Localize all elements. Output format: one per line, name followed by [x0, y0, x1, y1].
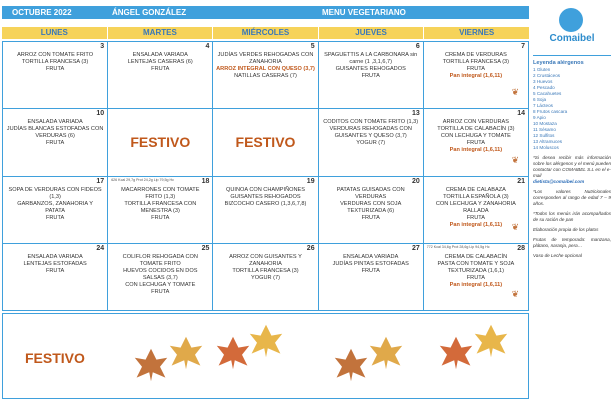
menu-item: MENESTRA (3): [140, 207, 180, 214]
menu-item: FRUTA: [361, 267, 380, 274]
menu-item: FRUTA: [361, 214, 380, 221]
menu-item: JUDÍAS VERDES REHOGADAS CON: [217, 52, 314, 58]
festivo-label: FESTIVO: [235, 133, 296, 150]
menu-item: VERDURAS REHOGADAS CON: [329, 126, 412, 133]
menu-item: Pan integral (1,6,11): [449, 221, 503, 228]
menu-item: TORTILLA FRANCESA CON: [124, 200, 197, 207]
menu-item: TEXTURIZADA (6): [347, 207, 395, 214]
author-name: ÁNGEL GONZÁLEZ: [112, 8, 187, 17]
day-cell: [213, 42, 318, 109]
note-text: Vaso de Leche opcional: [533, 253, 582, 258]
autumn-leaf-icon: [333, 346, 369, 384]
weekday-header: [2, 27, 529, 39]
menu-item: SOPA DE VERDURAS CON FIDEOS: [8, 186, 102, 193]
menu-item: ARROZ CON GUISANTES Y: [229, 253, 302, 260]
day-wednesday: MIÉRCOLES: [213, 27, 318, 39]
day-tuesday: MARTES: [108, 27, 213, 39]
menu-item: ZANAHORIA: [249, 260, 282, 267]
menu-item: LENTEJAS ESTOFADAS: [23, 260, 87, 267]
brand-badge-icon: [559, 8, 583, 32]
day-cell: [108, 244, 213, 311]
autumn-leaf-icon: [438, 334, 474, 372]
menu-item: GUISANTES REHOGADOS: [335, 66, 406, 72]
menu-item: CON LECHUGA Y ZANAHORIA: [435, 200, 516, 207]
day-number: 10: [96, 110, 105, 118]
menu-item: ZANAHORIA: [249, 59, 282, 65]
menu-item: FRUTA: [466, 214, 485, 221]
menu-item: FRUTA: [361, 73, 380, 79]
menu-item: TORTILLA FRANCESA (3): [442, 59, 510, 65]
allergen-item: 4 Pescado: [533, 85, 555, 90]
menu-item: JUDÍAS BLANCAS ESTOFADAS CON: [6, 126, 104, 133]
note-text: Elaboración propia de los platos: [533, 227, 599, 232]
day-cell: [424, 177, 529, 244]
menu-item: CREMA DE CALABACÍN: [444, 253, 508, 260]
autumn-leaf-icon: [168, 334, 204, 372]
allergen-item: 7 Lácteos: [533, 103, 553, 108]
day-number: 6: [415, 43, 420, 50]
legend-title: Leyenda alérgenos: [533, 60, 584, 66]
menu-item: ARROZ CON VERDURAS: [442, 119, 509, 126]
menu-item: GARBANZOS, ZANAHORIA Y: [17, 200, 93, 207]
menu-item: ENSALADA VARIADA: [27, 119, 83, 126]
allergen-item: 8 Frutos cascara: [533, 109, 568, 114]
menu-item: TOMATE FRITO: [139, 260, 181, 267]
menu-item: FRUTA: [151, 66, 170, 72]
day-number: 3: [100, 43, 105, 50]
menu-item: Pan integral (1,6,11): [449, 147, 503, 154]
menu-item: TORTILLA FRANCESA (3): [21, 59, 89, 65]
festivo-label: FESTIVO: [25, 350, 85, 366]
day-cell: [108, 109, 213, 176]
menu-item: FRUTA: [466, 66, 485, 72]
menu-item: BIZCOCHO CASERO (1,3,6,7,8): [224, 200, 307, 207]
leaf-icon: ❦: [511, 289, 519, 299]
autumn-leaf-icon: [473, 322, 509, 360]
day-number: 26: [306, 244, 315, 252]
menu-item: COLIFLOR REHOGADA CON: [122, 253, 198, 260]
day-number: 17: [96, 177, 105, 185]
nutrition-info: 772 Kcal 34,6g Prot 28,6g Lip 94,5g Hc: [426, 244, 490, 249]
menu-item: CREMA DE CALABAZA: [445, 186, 506, 193]
note-text: *Todos los menús irán acompañados de su ración de pan: [533, 211, 611, 222]
day-monday: LUNES: [2, 27, 107, 39]
menu-item: RALLADA: [463, 207, 489, 214]
day-number: 20: [412, 177, 420, 185]
menu-item: TORTILLA ESPAÑOLA (3): [443, 193, 509, 200]
day-cell: [3, 109, 108, 176]
menu-item: TEXTURIZADA (1,6,1): [447, 267, 505, 274]
day-number: 24: [96, 244, 105, 252]
day-number: 18: [201, 177, 210, 185]
menu-item: GUISANTES Y QUESO (3,7): [334, 133, 407, 140]
menu-calendar-grid: [2, 41, 529, 311]
menu-item: VERDURAS CON SOJA: [340, 200, 402, 207]
menu-item: ENSALADA VARIADA: [343, 253, 399, 260]
note-text: *Si desea recibir más información sobre los alérgenos y el menú pueden contactar con COMAIBEL S.L en el e-mail: [533, 155, 611, 178]
menu-item: FRUTA: [45, 214, 65, 221]
day-number: 5: [310, 43, 315, 50]
menu-item: QUINOA CON CHAMPIÑONES: [226, 186, 305, 193]
allergen-item: 6 Soja: [533, 97, 547, 102]
menu-item: PATATA: [45, 207, 65, 214]
leaf-icon: ❦: [511, 221, 519, 232]
day-cell: [3, 177, 108, 244]
day-cell: [213, 109, 318, 176]
brand-name: Comaibel: [549, 33, 595, 44]
menu-item: SPAGUETTIS A LA CARBONARA sin: [324, 52, 418, 58]
menu-item: Pan integral (1,6,11): [449, 281, 503, 288]
day-number: 14: [517, 110, 525, 118]
day-cell: [108, 42, 213, 109]
menu-title: MENU VEGETARIANO: [322, 8, 406, 17]
day-number: 4: [205, 43, 210, 50]
day-cell: [3, 42, 108, 109]
leaf-icon: ❦: [511, 87, 519, 98]
menu-item: GUISANTES REHOGADOS: [230, 193, 301, 200]
allergen-list: [533, 67, 611, 151]
menu-item: TORTILLA DE CALABACÍN (3): [437, 126, 515, 133]
bottom-festivo-band: [2, 313, 529, 399]
autumn-leaf-icon: [248, 322, 284, 360]
month-title: OCTUBRE 2022: [12, 8, 72, 17]
allergen-item: 5 Cacahuetes: [533, 91, 562, 96]
day-friday: VIERNES: [424, 27, 529, 39]
menu-item: PASTA CON TOMATE Y SOJA: [437, 260, 515, 267]
day-cell: [319, 244, 424, 311]
menu-item: ARROZ INTEGRAL CON QUESO (3,7): [216, 66, 315, 72]
day-number: 21: [517, 177, 525, 185]
day-cell: [108, 177, 213, 244]
autumn-leaf-icon: [133, 346, 169, 384]
menu-item: FRUTA: [45, 267, 65, 274]
menu-item: LENTEJAS CASERAS (6): [127, 59, 193, 65]
menu-item: JUDÍAS PINTAS ESTOFADAS: [332, 260, 409, 267]
day-cell: [319, 42, 424, 109]
menu-item: FRUTA: [45, 140, 65, 147]
menu-item: NATILLAS CASERAS (7): [234, 73, 297, 79]
day-number: 7: [521, 43, 525, 50]
header-bar: [2, 6, 529, 19]
menu-item: FRUTA: [151, 288, 170, 295]
notes-list: [533, 155, 611, 259]
brand-logo: [533, 4, 611, 56]
allergen-item: 3 Huevos: [533, 79, 553, 84]
menu-item: CON LECHUGA Y TOMATE: [440, 133, 511, 140]
menu-item: YOGUR (7): [251, 274, 280, 281]
menu-item: VERDURAS: [355, 193, 387, 200]
nutrition-info: 626 Kcal 29,7g Prot 24,2g Lip 79,5g Hc: [111, 177, 174, 182]
menu-item: HUEVOS COCIDOS EN DOS: [123, 267, 198, 274]
sidebar-legend: [533, 4, 611, 404]
menu-item: SALSAS (3,7): [142, 274, 178, 281]
festivo-label: FESTIVO: [130, 133, 191, 150]
allergen-item: 13 Altramuces: [533, 139, 563, 144]
day-cell: [213, 244, 318, 311]
menu-item: CREMA DE VERDURAS: [444, 52, 507, 58]
allergen-item: 12 Sulfitos: [533, 133, 555, 138]
menu-item: TORTILLA FRANCESA (3): [232, 267, 299, 274]
menu-item: ENSALADA VARIADA: [27, 253, 83, 260]
menu-item: YOGUR (7): [356, 140, 386, 147]
day-number: 13: [412, 110, 420, 118]
day-number: 25: [201, 244, 210, 252]
menu-item: FRUTA: [466, 140, 485, 147]
autumn-leaf-icon: [368, 334, 404, 372]
allergen-item: 2 Crustáceos: [533, 73, 561, 78]
note-text: *Los valores Nutricionales corresponden al rango de edad 7 – 9 años.: [533, 189, 611, 206]
allergen-item: 11 Sésamo: [533, 127, 556, 132]
day-cell: [424, 244, 529, 311]
menu-item: CON LECHUGA Y TOMATE: [125, 281, 196, 288]
autumn-leaf-icon: [215, 334, 251, 372]
allergen-item: 14 Moluscos: [533, 145, 559, 150]
day-cell: [319, 177, 424, 244]
day-cell: [3, 244, 108, 311]
day-cell: [319, 109, 424, 176]
menu-item: (1,3): [49, 193, 61, 200]
leaf-icon: ❦: [511, 154, 519, 165]
menu-item: Pan integral (1,6,11): [449, 73, 503, 79]
note-text: Frutas de temporada: manzana, plátano, naranja, pera…: [533, 237, 611, 248]
day-cell: [424, 109, 529, 176]
day-number: 19: [306, 177, 315, 185]
day-cell: [213, 177, 318, 244]
allergen-item: 1 Gluten: [533, 67, 551, 72]
contact-email[interactable]: dietista@comaibel.com: [533, 179, 585, 184]
menu-item: VERDURAS (6): [35, 133, 75, 140]
allergen-item: 9 Apio: [533, 115, 546, 120]
menu-item: FRITO (1,3): [145, 193, 176, 200]
day-number: 27: [412, 244, 420, 252]
menu-item: CODITOS CON TOMATE FRITO (1,3): [323, 119, 419, 126]
menu-item: FRUTA: [151, 214, 170, 221]
day-number: 28: [517, 244, 525, 252]
menu-item: carne (1 ,3,1,6,7): [349, 59, 392, 65]
menu-item: FRUTA: [45, 66, 65, 72]
menu-item: ARROZ CON TOMATE FRITO: [17, 52, 94, 58]
menu-item: MACARRONES CON TOMATE: [121, 186, 200, 193]
day-cell: [424, 42, 529, 109]
day-thursday: JUEVES: [319, 27, 424, 39]
menu-item: ENSALADA VARIADA: [132, 52, 188, 58]
menu-item: FRUTA: [466, 274, 485, 281]
allergen-item: 10 Mostaza: [533, 121, 557, 126]
menu-item: PATATAS GUISADAS CON: [336, 186, 405, 193]
